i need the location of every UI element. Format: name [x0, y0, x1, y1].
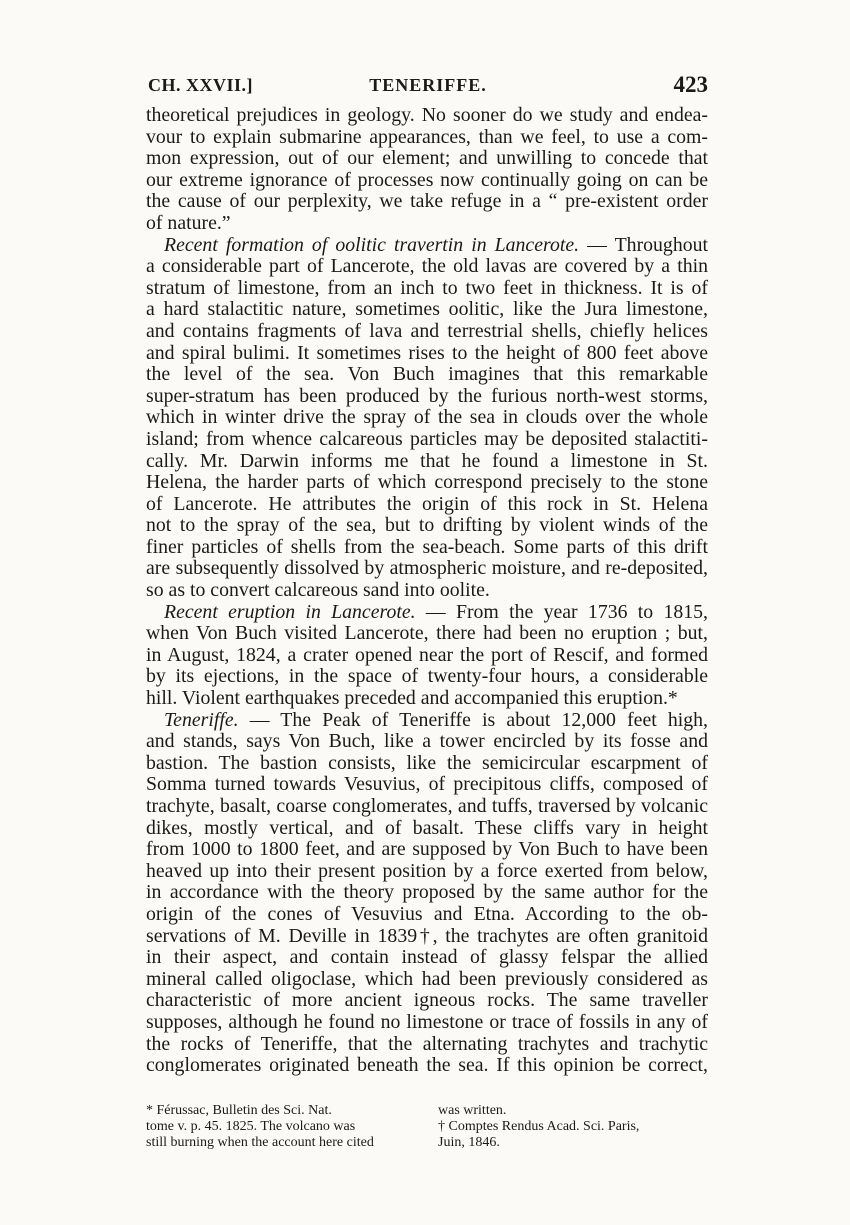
- text-line: by its ejections, in the space of twenty-four hours, a considerable: [146, 665, 708, 688]
- text-line: the rocks of Teneriffe, that the alternating trachytes and trachytic: [146, 1032, 708, 1055]
- text-line: from 1000 to 1800 feet, and are supposed by Von Buch to have been: [146, 838, 708, 861]
- text-line: in their aspect, and contain instead of glassy felspar the allied: [146, 946, 708, 969]
- text-line: so as to convert calcareous sand into oolite.: [146, 579, 490, 602]
- footnote-line: still burning when the account here cited: [146, 1135, 374, 1150]
- text-line: hill. Violent earthquakes preceded and accompanied this eruption.*: [146, 687, 678, 710]
- text-line: stratum of limestone, from an inch to two feet in thickness. It is of: [146, 276, 708, 299]
- footnote-line: Juin, 1846.: [438, 1135, 500, 1150]
- text-line: origin of the cones of Vesuvius and Etna. According to the ob-: [146, 902, 708, 925]
- text-line: Somma turned towards Vesuvius, of precipitous cliffs, composed of: [146, 773, 708, 796]
- text-line: of Lancerote. He attributes the origin of this rock in St. Helena: [146, 492, 708, 515]
- footnote-line: was written.: [438, 1103, 507, 1118]
- text-line: dikes, mostly vertical, and of basalt. These cliffs vary in height: [146, 816, 708, 839]
- text-line: when Von Buch visited Lancerote, there had been no eruption ; but,: [146, 622, 708, 645]
- footnote-column-right: [438, 1103, 708, 1151]
- footnote-column-left: [146, 1103, 428, 1151]
- text-line: conglomerates originated beneath the sea. If this opinion be correct,: [146, 1054, 708, 1077]
- text-line: Helena, the harder parts of which correspond precisely to the stone: [146, 471, 708, 494]
- running-title: TENERIFFE.: [369, 75, 487, 95]
- text-line: and contains fragments of lava and terrestrial shells, chiefly helices: [146, 319, 708, 342]
- text-line: finer particles of shells from the sea-beach. Some parts of this drift: [146, 535, 708, 558]
- body-text: [146, 105, 708, 1077]
- text-line: heaved up into their present position by a force exerted from below,: [146, 859, 708, 882]
- page-number: 423: [673, 72, 708, 97]
- text-line: super-stratum has been produced by the furious north-west storms,: [146, 384, 708, 407]
- text-line: and spiral bulimi. It sometimes rises to the height of 800 feet above: [146, 341, 708, 364]
- text-line: in August, 1824, a crater opened near the port of Rescif, and formed: [146, 643, 708, 666]
- text-line: characteristic of more ancient igneous rocks. The same traveller: [146, 989, 708, 1012]
- footnote-line: * Férussac, Bulletin des Sci. Nat.: [146, 1103, 332, 1118]
- text-line: Recent formation of oolitic travertin in Lancerote. — Throughout: [164, 233, 708, 256]
- text-line: Recent eruption in Lancerote. — From the year 1736 to 1815,: [164, 600, 708, 623]
- footnote-line: tome v. p. 45. 1825. The volcano was: [146, 1119, 356, 1134]
- text-line: mineral called oligoclase, which had been previously considered as: [146, 967, 708, 990]
- footnote-line: † Comptes Rendus Acad. Sci. Paris,: [438, 1119, 640, 1134]
- text-line: servations of M. Deville in 1839†, the trachytes are often granitoid: [146, 924, 708, 947]
- text-line: mon expression, out of our element; and unwilling to concede that: [146, 147, 708, 170]
- text-line: trachyte, basalt, coarse conglomerates, and tuffs, traversed by volcanic: [146, 795, 708, 817]
- text-line: and stands, says Von Buch, like a tower encircled by its fosse and: [146, 730, 708, 753]
- text-line: theoretical prejudices in geology. No sooner do we study and endea-: [146, 104, 708, 126]
- text-line: which in winter drive the spray of the sea in clouds over the whole: [146, 406, 708, 429]
- text-line: the level of the sea. Von Buch imagines that this remarkable: [146, 363, 708, 386]
- text-line: our extreme ignorance of processes now continually going on can be: [146, 168, 708, 191]
- text-line: cally. Mr. Darwin informs me that he found a limestone in St.: [146, 449, 708, 472]
- text-line: in accordance with the theory proposed by the same author for the: [146, 881, 708, 904]
- text-line: Teneriffe. — The Peak of Teneriffe is about 12,000 feet high,: [164, 708, 708, 731]
- text-line: a considerable part of Lancerote, the old lavas are covered by a thin: [146, 255, 708, 278]
- text-line: the cause of our perplexity, we take refuge in a “ pre-existent order: [146, 190, 708, 213]
- text-line: not to the spray of the sea, but to drifting by violent winds of the: [146, 514, 708, 537]
- text-line: vour to explain submarine appearances, than we feel, to use a com-: [146, 125, 708, 148]
- text-line: bastion. The bastion consists, like the semicircular escarpment of: [146, 751, 708, 774]
- text-line: island; from whence calcareous particles may be deposited stalactiti-: [146, 427, 708, 450]
- text-line: of nature.”: [146, 211, 231, 234]
- text-line: are subsequently dissolved by atmospheric moisture, and re-deposited,: [146, 557, 708, 580]
- text-line: a hard stalactitic nature, sometimes oolitic, like the Jura limestone,: [146, 298, 708, 321]
- footnotes: [146, 1103, 708, 1163]
- running-header: [148, 72, 708, 102]
- chapter-label: CH. XXVII.]: [148, 75, 254, 95]
- text-line: supposes, although he found no limestone or trace of fossils in any of: [146, 1010, 708, 1033]
